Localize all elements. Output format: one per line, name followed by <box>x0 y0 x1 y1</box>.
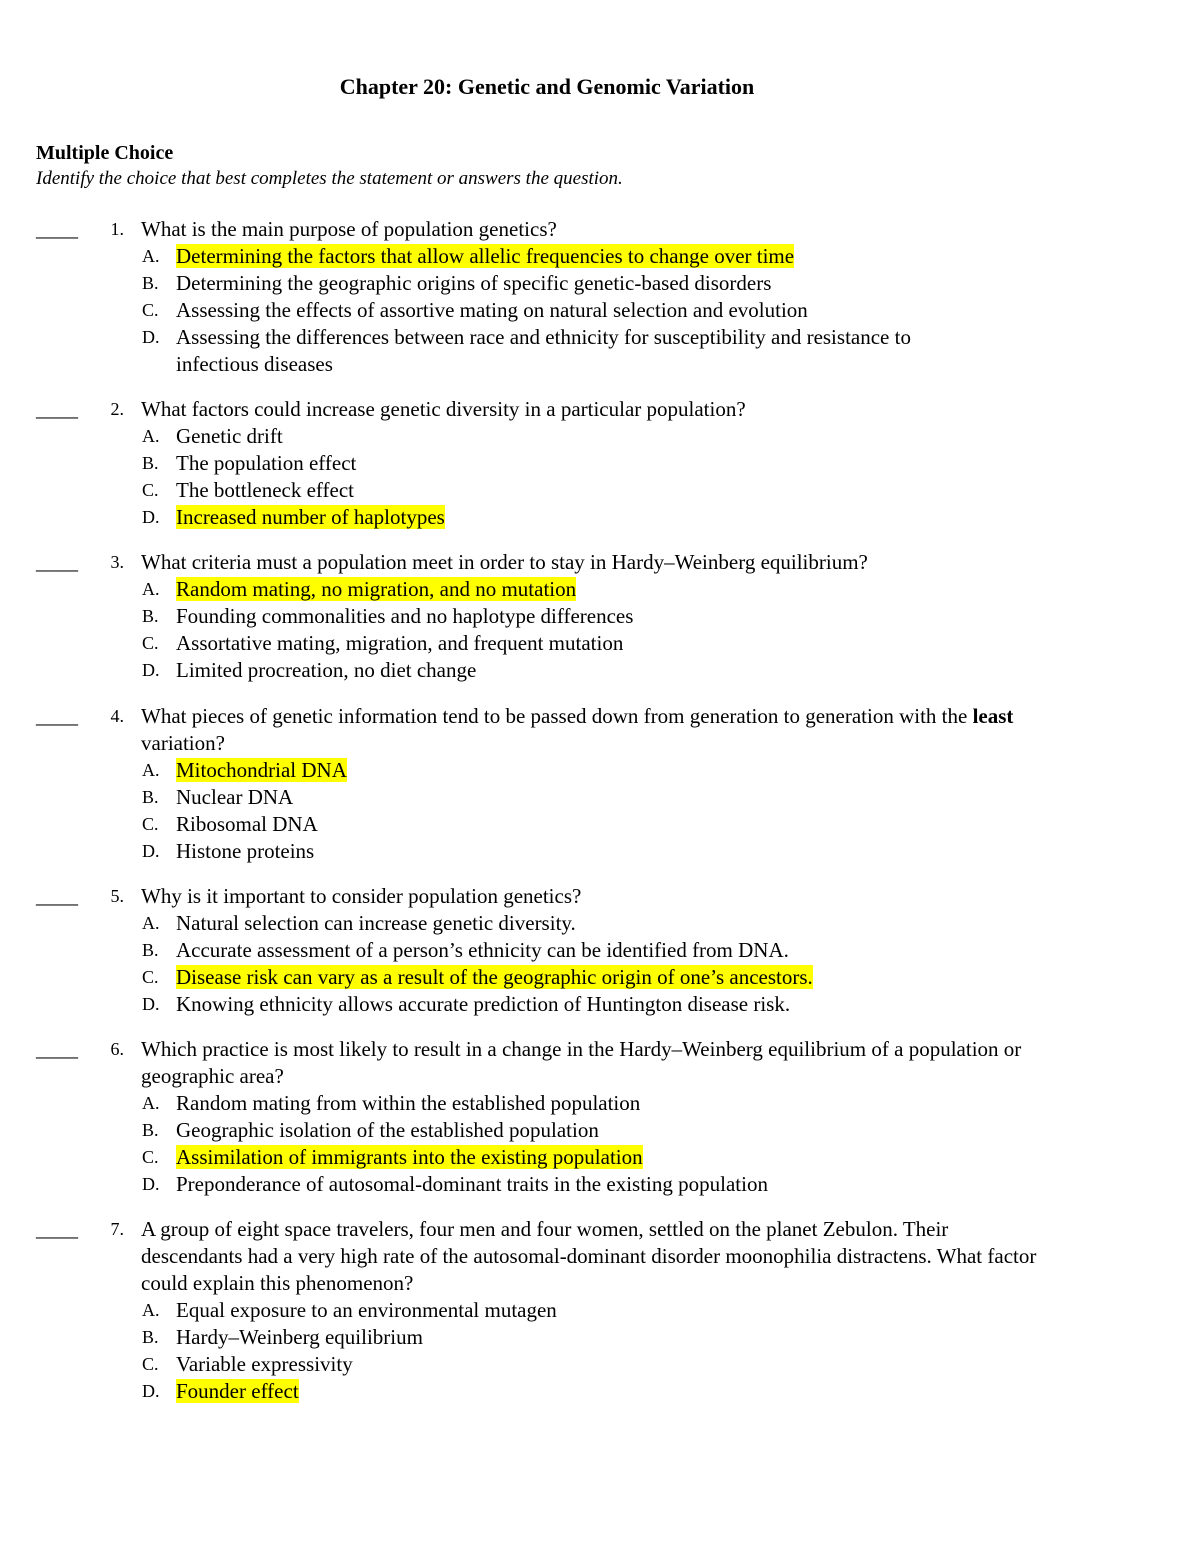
answer-choice <box>142 423 936 450</box>
question-stem <box>141 216 1051 243</box>
question-item <box>0 216 1200 378</box>
answer-choice <box>142 576 936 603</box>
choice-letter: D. <box>142 660 160 680</box>
question-stem <box>141 549 1051 576</box>
choice-list <box>0 1297 1200 1405</box>
question-stem-text: What pieces of genetic information tend to be passed down from generation to generation with the <box>141 704 973 728</box>
choice-letter: B. <box>142 606 159 626</box>
answer-choice <box>142 1378 936 1405</box>
answer-choice <box>142 838 936 865</box>
answer-choice <box>142 603 936 630</box>
choice-text: Variable expressivity <box>176 1352 353 1376</box>
choice-letter: C. <box>142 300 159 320</box>
choice-letter: D. <box>142 1381 160 1401</box>
choice-letter: C. <box>142 1147 159 1167</box>
question-item <box>0 396 1200 531</box>
answer-blank: ____ <box>36 217 78 241</box>
answer-choice <box>142 991 936 1018</box>
choice-letter: D. <box>142 327 160 347</box>
choice-text: Hardy–Weinberg equilibrium <box>176 1325 423 1349</box>
choice-text: Ribosomal DNA <box>176 812 318 836</box>
choice-text-highlighted: Random mating, no migration, and no mutation <box>176 577 577 601</box>
question-number: 1. <box>110 219 124 239</box>
answer-choice <box>142 1090 936 1117</box>
choice-text-highlighted: Increased number of haplotypes <box>176 505 445 529</box>
choice-letter: B. <box>142 1120 159 1140</box>
choice-letter: A. <box>142 579 160 599</box>
answer-choice <box>142 243 936 270</box>
choice-letter: C. <box>142 967 159 987</box>
choice-text-highlighted: Mitochondrial DNA <box>176 758 347 782</box>
page-title: Chapter 20: Genetic and Genomic Variation <box>339 74 755 99</box>
choice-letter: D. <box>142 1174 160 1194</box>
choice-text: Limited procreation, no diet change <box>176 658 477 682</box>
choice-letter: B. <box>142 787 159 807</box>
choice-letter: B. <box>142 1327 159 1347</box>
answer-choice <box>142 1324 936 1351</box>
answer-choice <box>142 504 936 531</box>
choice-text: Random mating from within the established population <box>176 1091 641 1115</box>
answer-choice <box>142 324 936 378</box>
answer-choice <box>142 1351 936 1378</box>
question-item <box>0 1036 1200 1198</box>
choice-list <box>0 243 1200 378</box>
question-number: 3. <box>110 552 124 572</box>
choice-letter: A. <box>142 1093 160 1113</box>
choice-letter: A. <box>142 1300 160 1320</box>
choice-text-highlighted: Determining the factors that allow allelic frequencies to change over time <box>176 244 795 268</box>
question-stem-text: variation? <box>141 731 225 755</box>
question-number: 2. <box>110 399 124 419</box>
choice-text: Genetic drift <box>176 424 283 448</box>
answer-choice <box>142 1297 936 1324</box>
choice-letter: C. <box>142 814 159 834</box>
choice-text: Founding commonalities and no haplotype differences <box>176 604 634 628</box>
choice-text: Geographic isolation of the established population <box>176 1118 599 1142</box>
answer-blank: ____ <box>36 704 78 728</box>
question-stem-text: Why is it important to consider population genetics? <box>141 884 582 908</box>
choice-text: Natural selection can increase genetic diversity. <box>176 911 576 935</box>
question-stem-text: Which practice is most likely to result in a change in the Hardy–Weinberg equilibrium of a population or geographic area? <box>141 1037 1022 1088</box>
choice-text: Assessing the effects of assortive mating on natural selection and evolution <box>176 298 808 322</box>
choice-list <box>0 423 1200 531</box>
question-stem-emphasis: least <box>972 704 1014 728</box>
choice-text: The bottleneck effect <box>176 478 355 502</box>
question-number: 4. <box>110 706 124 726</box>
section-heading: Multiple Choice <box>36 142 174 164</box>
answer-choice <box>142 297 936 324</box>
choice-text: Preponderance of autosomal-dominant traits in the existing population <box>176 1172 768 1196</box>
answer-blank: ____ <box>36 1037 78 1061</box>
answer-blank: ____ <box>36 884 78 908</box>
choice-text: Knowing ethnicity allows accurate prediction of Huntington disease risk. <box>176 992 791 1016</box>
answer-choice <box>142 1171 936 1198</box>
choice-letter: B. <box>142 453 159 473</box>
choice-list <box>0 1090 1200 1198</box>
choice-letter: D. <box>142 507 160 527</box>
question-stem-text: A group of eight space travelers, four men and four women, settled on the planet Zebulon. Their descendants had a very high rate of the autosomal-dominant disorder moonophilia distractens. What factor could explain this phenomenon? <box>141 1217 1037 1295</box>
choice-letter: C. <box>142 1354 159 1374</box>
answer-blank: ____ <box>36 1217 78 1241</box>
question-stem <box>141 703 1051 757</box>
answer-choice <box>142 450 936 477</box>
answer-choice <box>142 811 936 838</box>
question-stem <box>141 1036 1051 1090</box>
answer-choice <box>142 270 936 297</box>
choice-text: Assortative mating, migration, and frequent mutation <box>176 631 624 655</box>
question-stem-text: What is the main purpose of population genetics? <box>141 217 557 241</box>
choice-text: Equal exposure to an environmental mutagen <box>176 1298 557 1322</box>
choice-text-highlighted: Founder effect <box>176 1379 299 1403</box>
choice-text: The population effect <box>176 451 357 475</box>
answer-blank: ____ <box>36 397 78 421</box>
question-stem-text: What factors could increase genetic diversity in a particular population? <box>141 397 746 421</box>
question-number: 6. <box>110 1039 124 1059</box>
answer-choice <box>142 757 936 784</box>
choice-text: Nuclear DNA <box>176 785 294 809</box>
choice-text-highlighted: Disease risk can vary as a result of the geographic origin of one’s ancestors. <box>176 965 813 989</box>
answer-choice <box>142 910 936 937</box>
answer-choice <box>142 964 936 991</box>
answer-choice <box>142 937 936 964</box>
choice-letter: C. <box>142 480 159 500</box>
question-stem-text: What criteria must a population meet in order to stay in Hardy–Weinberg equilibrium? <box>141 550 868 574</box>
answer-choice <box>142 477 936 504</box>
question-stem <box>141 883 1051 910</box>
question-stem <box>141 1216 1051 1297</box>
question-stem <box>141 396 1051 423</box>
choice-text: Accurate assessment of a person’s ethnicity can be identified from DNA. <box>176 938 789 962</box>
choice-letter: B. <box>142 940 159 960</box>
answer-choice <box>142 1144 936 1171</box>
answer-blank: ____ <box>36 550 78 574</box>
choice-list <box>0 757 1200 865</box>
question-item <box>0 549 1200 684</box>
choice-letter: A. <box>142 426 160 446</box>
answer-choice <box>142 630 936 657</box>
question-number: 7. <box>110 1219 124 1239</box>
question-item <box>0 1216 1200 1405</box>
choice-list <box>0 910 1200 1018</box>
question-item <box>0 703 1200 865</box>
choice-letter: B. <box>142 273 159 293</box>
choice-text: Assessing the differences between race and ethnicity for susceptibility and resistance to infectious diseases <box>176 325 911 376</box>
choice-letter: D. <box>142 994 160 1014</box>
choice-text: Determining the geographic origins of specific genetic-based disorders <box>176 271 772 295</box>
choice-letter: A. <box>142 246 160 266</box>
choice-list <box>0 576 1200 684</box>
choice-letter: D. <box>142 841 160 861</box>
section-instructions: Identify the choice that best completes the statement or answers the question. <box>36 168 623 189</box>
choice-letter: A. <box>142 913 160 933</box>
question-item <box>0 883 1200 1018</box>
choice-text-highlighted: Assimilation of immigrants into the existing population <box>176 1145 643 1169</box>
choice-letter: A. <box>142 760 160 780</box>
choice-text: Histone proteins <box>176 839 315 863</box>
answer-choice <box>142 657 936 684</box>
answer-choice <box>142 784 936 811</box>
choice-letter: C. <box>142 633 159 653</box>
answer-choice <box>142 1117 936 1144</box>
question-number: 5. <box>110 886 124 906</box>
